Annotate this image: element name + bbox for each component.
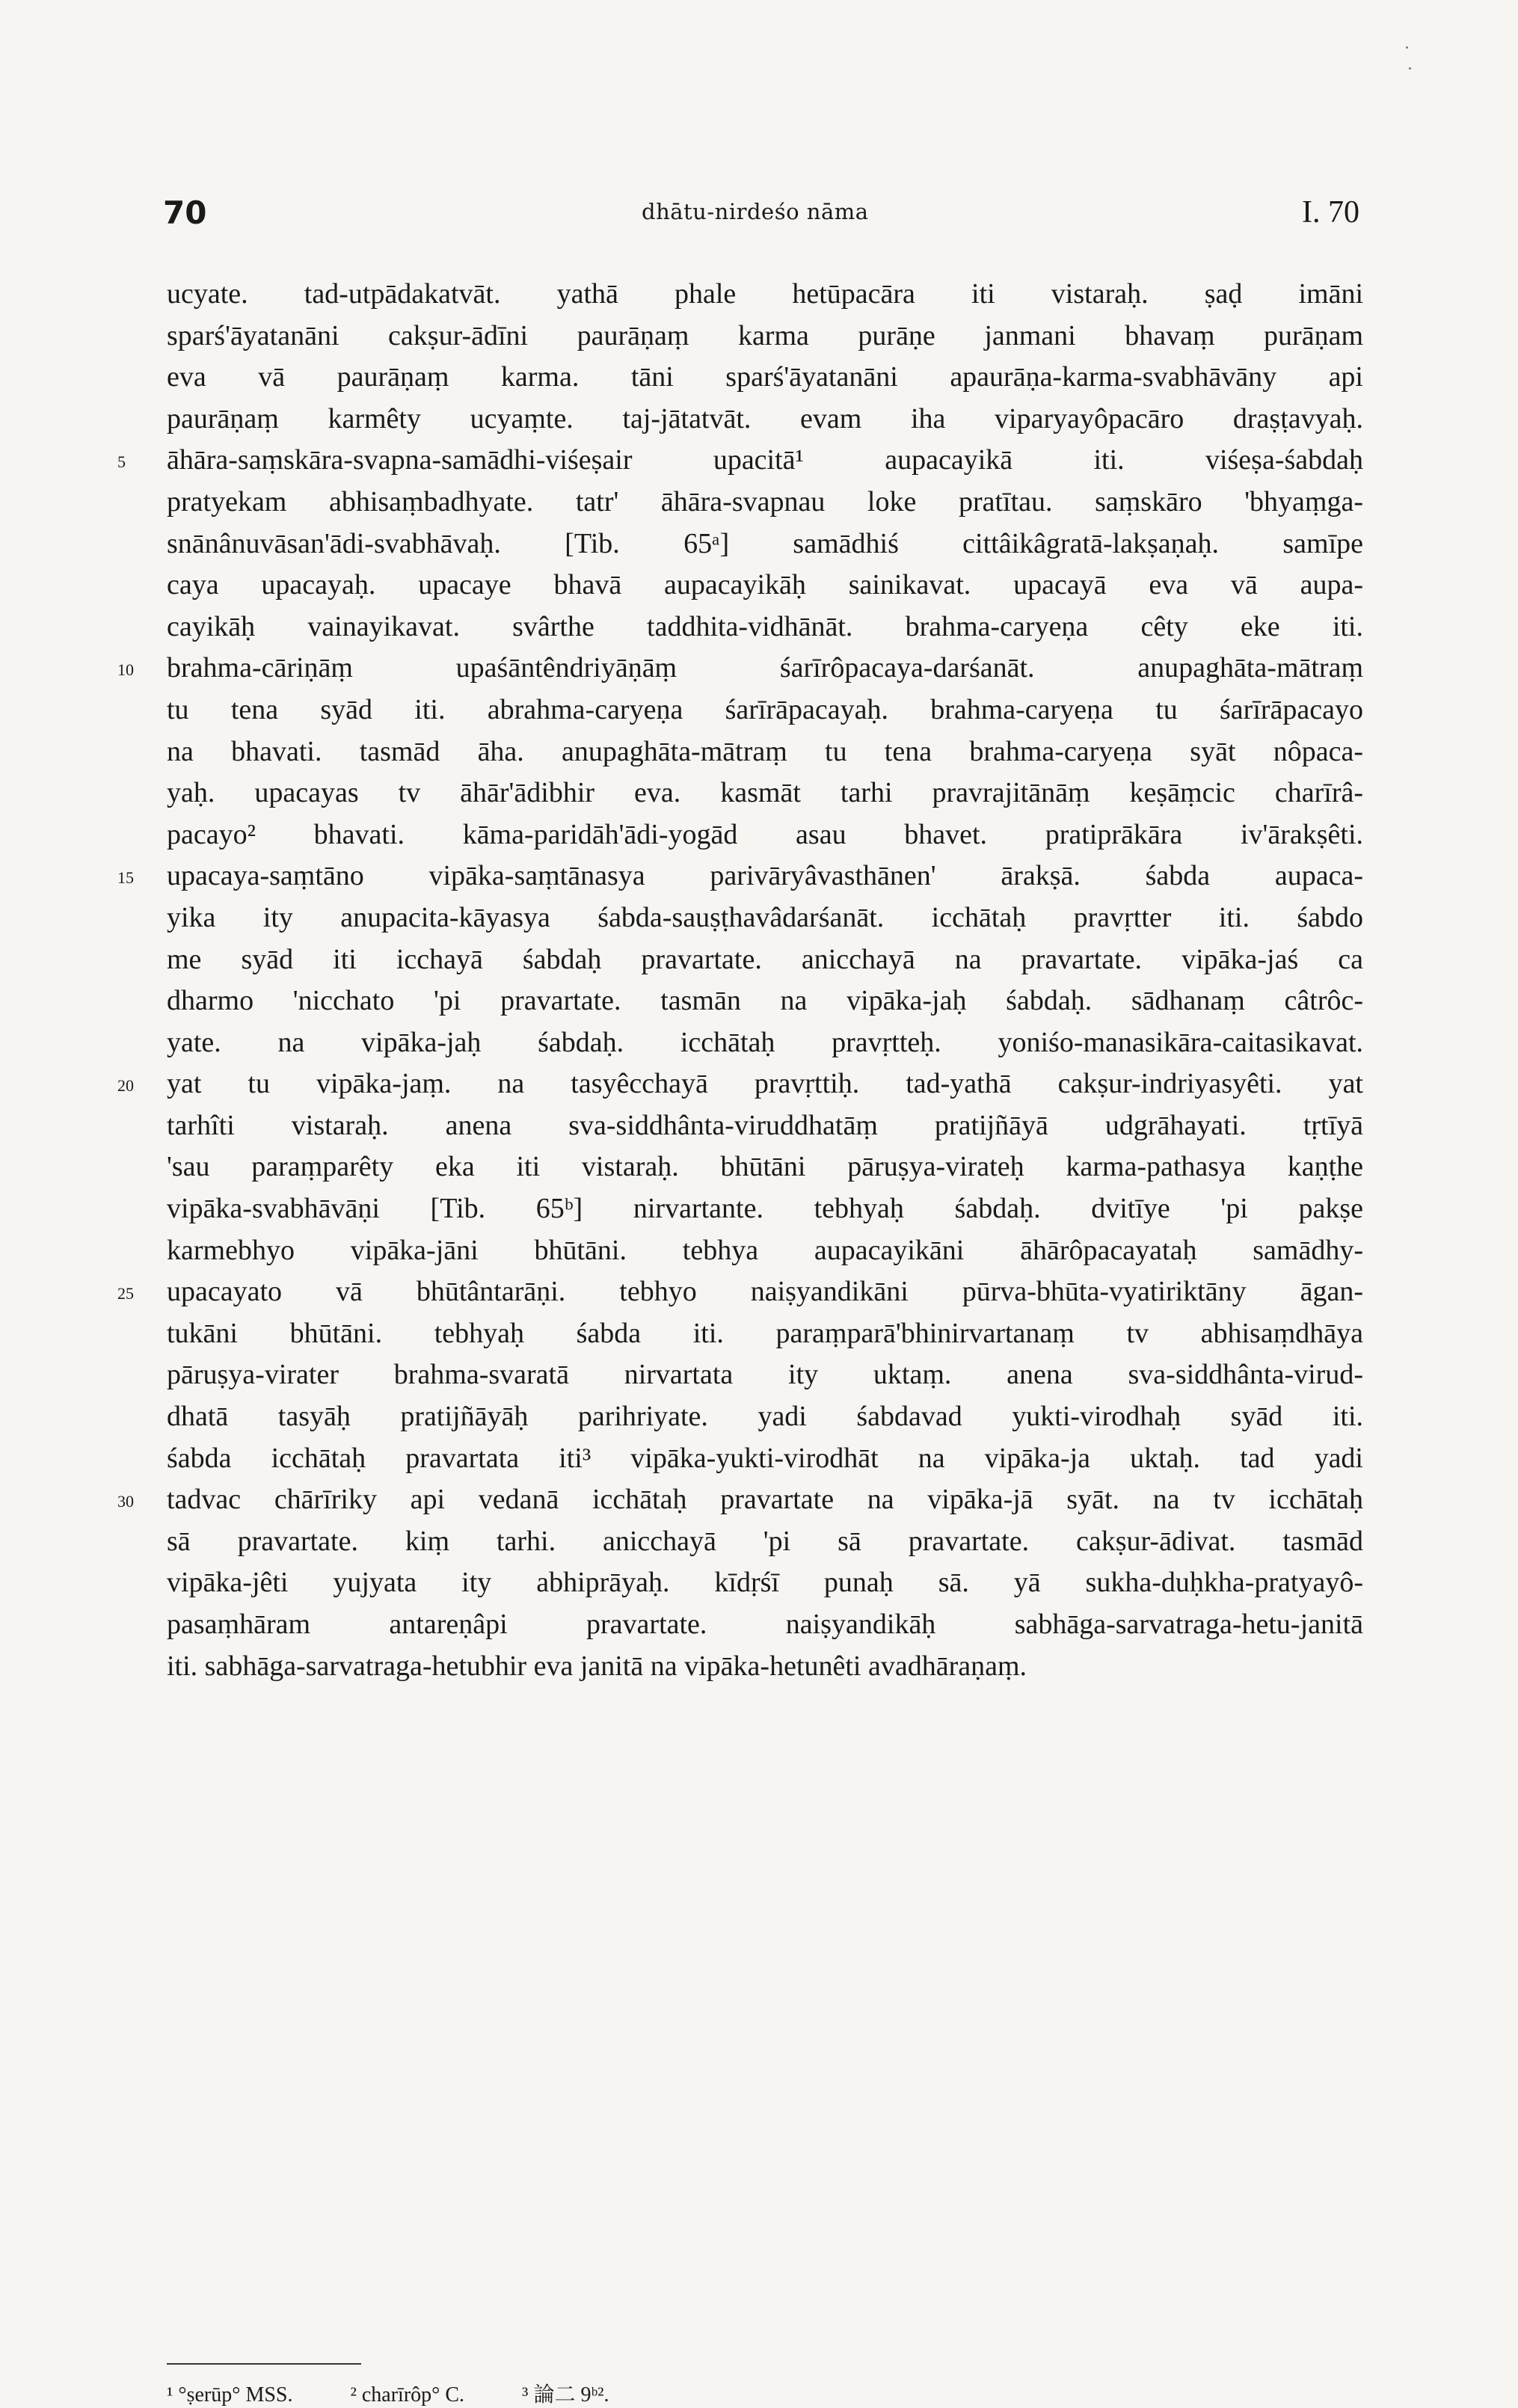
text-line (167, 606, 1363, 648)
page-number: 70 (163, 194, 207, 231)
text-line (117, 1271, 1363, 1313)
line-text: vipāka-jêti yujyata ity abhiprāyaḥ. kīdṛśī punaḥ sā. yā sukha-duḥkha-pratyayô- (167, 1567, 1363, 1599)
text-line (167, 1105, 1363, 1147)
text-line (167, 1438, 1363, 1480)
line-text: pacayo² bhavati. kāma-paridāh'ādi-yogād asau bhavet. pratiprākāra iv'ārakṣêti. (167, 818, 1363, 850)
text-line (167, 1521, 1363, 1563)
line-text: dhatā tasyāḥ pratijñāyāḥ parihriyate. yadi śabdavad yukti-virodhaḥ syād iti. (167, 1401, 1363, 1433)
line-text: 'sau paraṃparêty eka iti vistaraḥ. bhūtāni pāruṣya-virateḥ karma-pathasya kaṇṭhe (167, 1151, 1363, 1183)
main-text (117, 274, 1363, 1687)
line-text: upacaya-saṃtāno vipāka-saṃtānasya parivāryâvasthānen' ārakṣā. śabda aupaca- (167, 860, 1363, 892)
line-text: vipāka-svabhāvāṇi [Tib. 65ᵇ] nirvartante. tebhyaḥ śabdaḥ. dvitīye 'pi pakṣe (167, 1193, 1363, 1225)
line-text: paurāṇaṃ karmêty ucyaṃte. taj-jātatvāt. evam iha viparyayôpacāro draṣṭavyaḥ. (167, 402, 1363, 434)
line-text: eva vā paurāṇaṃ karma. tāni sparś'āyatanāni apaurāṇa-karma-svabhāvāny api (167, 361, 1363, 393)
text-line (167, 1354, 1363, 1396)
line-text: tadvac chārīriky api vedanā icchātaḥ pravartate na vipāka-jā syāt. na tv icchātaḥ (167, 1484, 1363, 1516)
line-text: pāruṣya-virater brahma-svaratā nirvartata ity uktaṃ. anena sva-siddhânta-virud- (167, 1359, 1363, 1391)
text-line (167, 689, 1363, 731)
line-text: na bhavati. tasmād āha. anupaghāta-mātraṃ tu tena brahma-caryeṇa syāt nôpaca- (167, 735, 1363, 767)
text-line (167, 1604, 1363, 1646)
line-number: 30 (117, 1492, 134, 1511)
line-text: pasaṃhāram antareṇâpi pravartate. naiṣyandikāḥ sabhāga-sarvatraga-hetu-janitā (167, 1609, 1363, 1640)
text-line (167, 1313, 1363, 1355)
line-text: yaḥ. upacayas tv āhār'ādibhir eva. kasmāt tarhi pravrajitānāṃ keṣāṃcic charīrâ- (167, 777, 1363, 809)
text-line (167, 1022, 1363, 1064)
line-text: brahma-cāriṇāṃ upaśāntêndriyāṇāṃ śarīrôpacaya-darśanāt. anupaghāta-mātraṃ (167, 652, 1363, 684)
footnote: ³ 論二 9ᵇ². (522, 2383, 609, 2407)
line-text: tu tena syād iti. abrahma-caryeṇa śarīrāpacayaḥ. brahma-caryeṇa tu śarīrāpacayo (167, 693, 1363, 725)
line-text: karmebhyo vipāka-jāni bhūtāni. tebhya aupacayikāni āhārôpacayataḥ samādhy- (167, 1234, 1363, 1266)
running-title: dhātu-nirdeśo nāma (642, 199, 869, 224)
footnote: ¹ °ṣerūp° MSS. (167, 2383, 293, 2407)
line-text: me syād iti icchayā śabdaḥ pravartate. anicchayā na pravartate. vipāka-jaś ca (167, 943, 1363, 975)
text-line (167, 357, 1363, 399)
text-line (167, 1146, 1363, 1188)
line-text: śabda icchātaḥ pravartata iti³ vipāka-yukti-virodhāt na vipāka-ja uktaḥ. tad yadi (167, 1442, 1363, 1474)
line-text: tarhîti vistaraḥ. anena sva-siddhânta-viruddhatāṃ pratijñāyā udgrāhayati. tṛtīyā (167, 1109, 1363, 1141)
footnotes (167, 2378, 1363, 2408)
line-text: yat tu vipāka-jaṃ. na tasyêcchayā pravṛttiḥ. tad-yathā cakṣur-indriyasyêti. yat (167, 1068, 1363, 1100)
footnote-rule (167, 2363, 361, 2365)
line-text: snānânuvāsan'ādi-svabhāvaḥ. [Tib. 65ᵃ] samādhiś cittâikâgratā-lakṣaṇaḥ. samīpe (167, 527, 1363, 559)
text-line (167, 1396, 1363, 1438)
text-line (167, 1646, 1363, 1688)
text-line (117, 856, 1363, 897)
footnote: ² charīrôp° C. (350, 2383, 465, 2407)
scan-speck (1409, 67, 1411, 70)
line-text: sā pravartate. kiṃ tarhi. anicchayā 'pi sā pravartate. cakṣur-ādivat. tasmād (167, 1525, 1363, 1557)
text-line (167, 897, 1363, 939)
line-text: ucyate. tad-utpādakatvāt. yathā phale hetūpacāra iti vistaraḥ. ṣaḍ imāni (167, 278, 1363, 310)
line-number: 25 (117, 1284, 134, 1303)
section-reference: I. 70 (1302, 195, 1359, 230)
text-line (117, 1479, 1363, 1521)
text-line (167, 1188, 1363, 1230)
line-number: 10 (117, 660, 134, 680)
text-line (167, 482, 1363, 523)
line-text: tukāni bhūtāni. tebhyaḥ śabda iti. paraṃparā'bhinirvartanaṃ tv abhisaṃdhāya (167, 1317, 1363, 1349)
text-line (167, 1230, 1363, 1272)
line-number: 15 (117, 868, 134, 888)
line-text: sparś'āyatanāni cakṣur-ādīni paurāṇaṃ karma purāṇe janmani bhavaṃ purāṇam (167, 319, 1363, 351)
line-text: yate. na vipāka-jaḥ śabdaḥ. icchātaḥ pravṛtteḥ. yoniśo-manasikāra-caitasikavat. (167, 1026, 1363, 1058)
line-text: āhāra-saṃskāra-svapna-samādhi-viśeṣair upacitā¹ aupacayikā iti. viśeṣa-śabdaḥ (167, 444, 1363, 476)
text-line (167, 523, 1363, 565)
text-line (167, 399, 1363, 440)
line-text: yika ity anupacita-kāyasya śabda-sauṣṭhavâdarśanāt. icchātaḥ pravṛtter iti. śabdo (167, 901, 1363, 933)
text-line (117, 648, 1363, 689)
page-header (163, 194, 1359, 239)
text-line (167, 565, 1363, 606)
line-text: dharmo 'nicchato 'pi pravartate. tasmān na vipāka-jaḥ śabdaḥ. sādhanaṃ câtrôc- (167, 985, 1363, 1017)
text-line (167, 773, 1363, 814)
text-line (167, 814, 1363, 856)
line-text: iti. sabhāga-sarvatraga-hetubhir eva janitā na vipāka-hetunêti avadhāraṇaṃ. (167, 1650, 1027, 1682)
line-number: 5 (117, 452, 126, 472)
text-line (167, 1562, 1363, 1604)
text-line (167, 939, 1363, 981)
text-line (167, 274, 1363, 316)
text-line (167, 731, 1363, 773)
line-text: upacayato vā bhūtântarāṇi. tebhyo naiṣyandikāni pūrva-bhūta-vyatiriktāny āgan- (167, 1276, 1363, 1308)
text-line (117, 440, 1363, 482)
text-line (117, 1063, 1363, 1105)
line-number: 20 (117, 1076, 134, 1096)
line-text: cayikāḥ vainayikavat. svârthe taddhita-vidhānāt. brahma-caryeṇa cêty eke iti. (167, 610, 1363, 642)
line-text: pratyekam abhisaṃbadhyate. tatr' āhāra-svapnau loke pratītau. saṃskāro 'bhyaṃga- (167, 485, 1363, 517)
line-text: caya upacayaḥ. upacaye bhavā aupacayikāḥ sainikavat. upacayā eva vā aupa- (167, 569, 1363, 601)
text-line (167, 316, 1363, 357)
scan-speck (1406, 46, 1408, 49)
text-line (167, 980, 1363, 1022)
